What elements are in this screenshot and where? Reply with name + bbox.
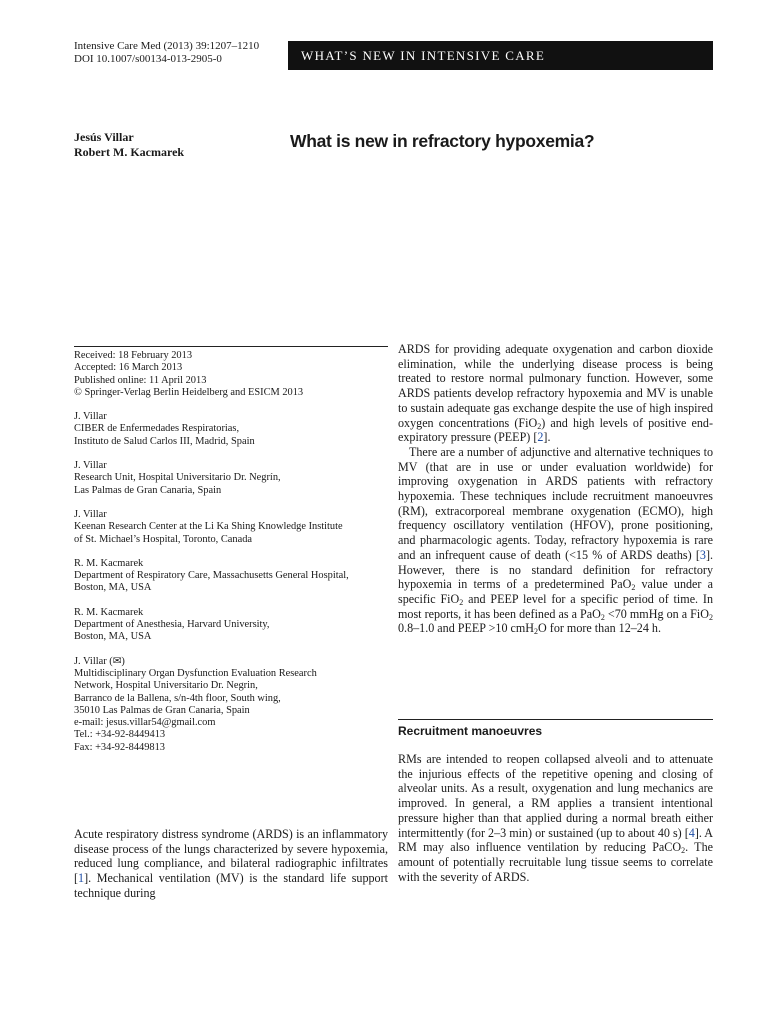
journal-citation: [74, 40, 259, 66]
correspondence-line: Barranco de la Ballena, s/n-4th floor, South wing,: [74, 692, 281, 704]
affiliation-line: CIBER de Enfermedades Respiratorias,: [74, 423, 240, 435]
body-text-right: [398, 342, 713, 636]
body-text-right-section: [398, 752, 713, 884]
fax-number: Fax: +34-92-8449813: [74, 741, 165, 753]
paragraph: ARDS for providing adequate oxygenation and carbon dioxide elimination, while the underlying disease process is being treated to restore normal pulmonary function. However, some ARDS patients develop refractory hypoxemia and MV is unable to sustain adequate gas exchange despite the use of high inspired oxygen concentrations (FiO$_2$) and high levels of positive end-expiratory pressure (PEEP) [2].: [398, 342, 714, 445]
journal-line: Intensive Care Med (2013) 39:1207–1210: [74, 40, 260, 52]
phone-number: Tel.: +34-92-8449413: [74, 729, 166, 741]
correspondence-address: [74, 656, 388, 754]
article-metadata: [74, 350, 388, 766]
reference-link[interactable]: 1: [78, 871, 85, 886]
publication-dates: [74, 350, 388, 399]
affiliation-author: J. Villar: [74, 411, 107, 423]
affiliation: [74, 607, 388, 644]
reference-link[interactable]: 2: [537, 430, 544, 445]
section-heading: Recruitment manoeuvres: [398, 724, 543, 738]
paragraph: Acute respiratory distress syndrome (ARDS) is an inflammatory disease process of the lungs characterized by severe hypoxemia, reduced lung compliance, and bilateral radiographic infiltrates [1]. Mechanical ventilation (MV) is the standard life support technique during: [74, 827, 388, 900]
affiliation-line: Keenan Research Center at the Li Ka Shing Knowledge Institute: [74, 521, 343, 533]
author-name: Jesús Villar: [74, 130, 134, 144]
accepted-date: Accepted: 16 March 2013: [74, 362, 183, 374]
copyright: © Springer-Verlag Berlin Heidelberg and ESICM 2013: [74, 386, 304, 398]
affiliation-author: J. Villar: [74, 460, 107, 472]
paragraph: There are a number of adjunctive and alternative techniques to MV (that are in use or under evaluation worldwide) for improving oxygenation in ARDS patients with refractory hypoxemia. These techniques include recruitment manoeuvres (RM), extracorporeal membrane oxygenation (ECMO), high frequency oscillatory ventilation (HFOV), prone positioning, and pharmacologic agents. Today, refractory hypoxemia is rare and an infrequent cause of death (<15 % of ARDS deaths) [3]. However, there is no standard definition for refractory hypoxemia in terms of a predetermined PaO$_2$ value under a specific FiO$_2$ and PEEP level for a specific period of time. In most reports, it has been defined as a PaO$_2$ <70 mmHg on a FiO$_2$ 0.8–1.0 and PEEP >10 cmH$_2$O for more than 12–24 h.: [398, 444, 713, 637]
affiliation: [74, 509, 388, 546]
published-date: Published online: 11 April 2013: [74, 374, 207, 386]
reference-link[interactable]: 3: [699, 547, 706, 562]
affiliation-line: Research Unit, Hospital Universitario Dr. Negrín,: [74, 472, 281, 484]
affiliation-author: R. M. Kacmarek: [74, 606, 144, 618]
affiliation-line: Instituto de Salud Carlos III, Madrid, Spain: [74, 435, 255, 447]
author-list: [74, 130, 184, 160]
affiliation: [74, 460, 388, 497]
correspondence-line: Network, Hospital Universitario Dr. Negrin,: [74, 680, 258, 692]
affiliation-line: Las Palmas de Gran Canaria, Spain: [74, 484, 222, 496]
affiliation-line: Department of Anesthesia, Harvard University,: [74, 619, 270, 631]
body-text-left: [74, 827, 388, 901]
section-banner: WHAT’S NEW IN INTENSIVE CARE: [288, 41, 713, 70]
affiliation-line: Department of Respiratory Care, Massachusetts General Hospital,: [74, 570, 349, 582]
affiliation: [74, 558, 388, 595]
email-link[interactable]: e-mail: jesus.villar54@gmail.com: [74, 717, 216, 729]
doi-line: DOI 10.1007/s00134-013-2905-0: [74, 53, 222, 65]
article-title: What is new in refractory hypoxemia?: [290, 131, 595, 151]
author-name: Robert M. Kacmarek: [74, 145, 185, 159]
paragraph: RMs are intended to reopen collapsed alveoli and to attenuate the injurious effects of the repetitive opening and closing of alveolar units. As a result, oxygenation and lung mechanics are improved. In general, a RM applies a transient intentional pressure higher than that applied during a normal breath either intermittently (for 2–3 min) or sustained (up to about 40 s) [4]. A RM may also influence ventilation by reducing PaCO$_2$. The amount of potentially recruitable lung tissue seems to correlate with the severity of ARDS.: [398, 752, 713, 884]
divider: [74, 346, 388, 347]
correspondence-name: J. Villar (✉): [74, 655, 125, 667]
correspondence-line: Multidisciplinary Organ Dysfunction Evaluation Research: [74, 667, 317, 679]
affiliation-line: of St. Michael’s Hospital, Toronto, Canada: [74, 533, 253, 545]
received-date: Received: 18 February 2013: [74, 350, 193, 361]
affiliation-author: R. M. Kacmarek: [74, 557, 144, 569]
reference-link[interactable]: 4: [688, 825, 695, 840]
correspondence-line: 35010 Las Palmas de Gran Canaria, Spain: [74, 704, 250, 716]
affiliation: [74, 411, 388, 448]
divider: [398, 719, 713, 720]
affiliation-author: J. Villar: [74, 508, 107, 520]
affiliation-line: Boston, MA, USA: [74, 582, 152, 594]
affiliation-line: Boston, MA, USA: [74, 631, 152, 643]
